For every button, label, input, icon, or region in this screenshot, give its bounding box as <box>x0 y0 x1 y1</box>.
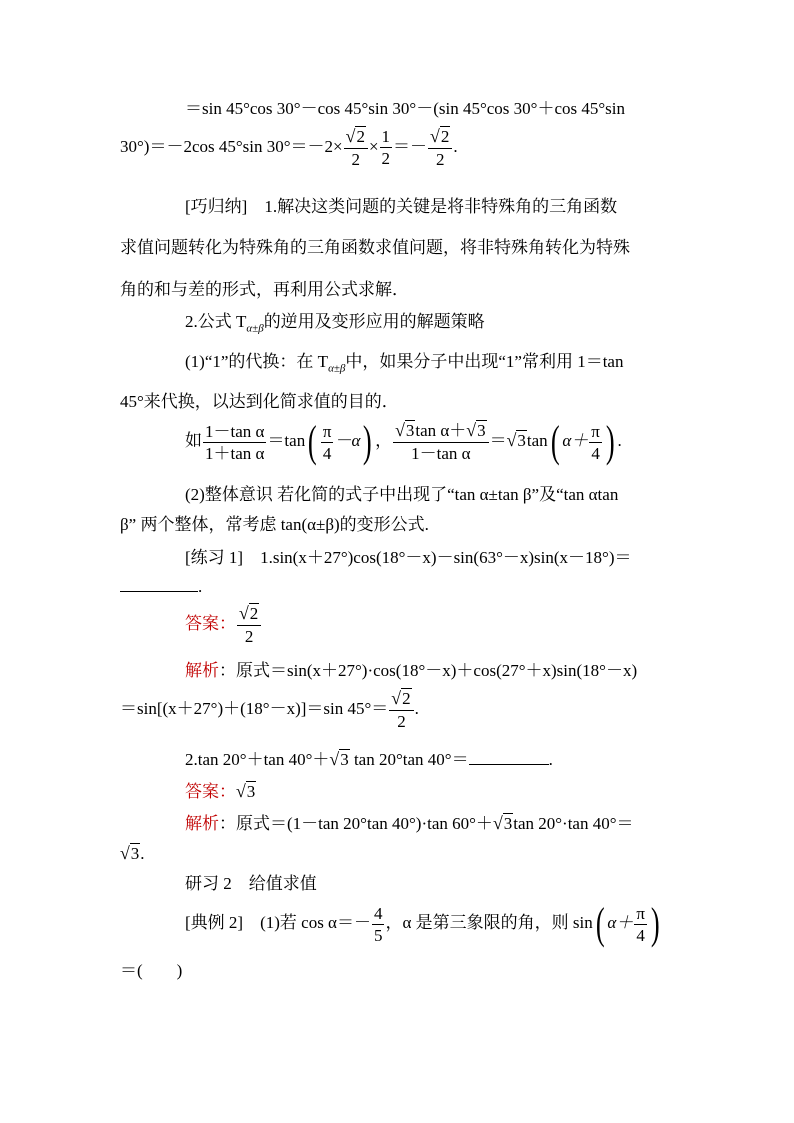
equals-minus: ＝－ <box>393 136 428 156</box>
example-2-question: [典例 2] (1)若 cos α＝－ $\frac{4}{5}$ ，α 是第三象限的角，则 sin( α＋ $\frac{\pi}{4}$ ) <box>185 899 660 948</box>
exercise-1-analysis-line-2: ＝sin[(x＋27°)＋(18°－x)]＝sin 45°＝ $\frac{√2}{2}$ . <box>120 688 419 731</box>
solution-text: 30°)＝－2cos 45°sin 30°＝－2× <box>120 136 343 156</box>
answer-label: 答案： <box>185 613 236 633</box>
fraction-sqrt3-tan-over-one-minus-tan: $\frac{\text{√3tan α＋√3}}{\text{1－tan α}}$ <box>393 422 489 462</box>
solution-line-1: ＝sin 45°cos 30°－cos 45°sin 30°－(sin 45°cos 30°＋cos 45°sin <box>185 99 625 118</box>
example-formula-line: 如 $\frac{\text{1－tan α}}{\text{1＋tan α}}$ ＝tan( $\frac{\pi}{4}$ －α) ， $\frac{\text{√3tan α＋√3}}{\text{1－tan α}}$ ＝√3tan( α＋ $\frac{\pi}{4}$ ) . <box>185 417 622 466</box>
summary-line-2: 求值问题转化为特殊角的三角函数求值问题，将非特殊角转化为特殊 <box>120 238 630 257</box>
exercise-2-analysis-line-2: √3. <box>120 843 145 863</box>
solution-line-2: 30°)＝－2cos 45°sin 30°＝－2× $\frac{√2}{2}$ × $\frac{1}{2}$ ＝－ $\frac{√2}{2}$ . <box>120 126 458 169</box>
whole-consciousness-line-2: β” 两个整体，常考虑 tan(α±β)的变形公式. <box>120 515 429 534</box>
substitution-line-2: 45°来代换，以达到化简求值的目的． <box>120 392 399 411</box>
substitution-line-1: (1)“1”的代换：在 $T_{\alpha\pm\beta}$中，如果分子中出现“1”常利用 1＝tan <box>185 352 624 375</box>
fraction-sqrt2-over-2: $\frac{√2}{2}$ <box>344 128 368 168</box>
times-sign: × <box>368 136 379 156</box>
fraction-pi-over-4: $\frac{\pi}{4}$ <box>322 421 332 463</box>
strategy-heading: 2.公式 $T_{\alpha\pm\beta}$的逆用及变形应用的解题策略 <box>185 312 485 335</box>
section-heading-study-2: 研习 2 给值求值 <box>185 874 317 893</box>
fraction-1-over-2: $\frac{1}{2}$ <box>381 127 391 169</box>
fraction-sqrt2-over-2-analysis: $\frac{√2}{2}$ <box>389 690 413 730</box>
whole-consciousness-line-1: (2)整体意识 若化简的式子中出现了“tan α±tan β”及“tan αtan <box>185 485 619 504</box>
analysis-label: 解析 <box>185 661 219 680</box>
summary-line-3: 角的和与差的形式，再利用公式求解． <box>120 280 409 299</box>
example-2-choice-line: ＝( ) <box>120 961 183 980</box>
fraction-one-minus-tan-over-one-plus-tan: $\frac{\text{1－tan α}}{\text{1＋tan α}}$ <box>205 421 265 463</box>
exercise-2-question: 2.tan 20°＋tan 40°＋√3 tan 20°tan 40°＝ . <box>185 749 553 769</box>
answer-blank[interactable] <box>120 579 198 592</box>
exercise-2-analysis: 解析：原式＝(1－tan 20°tan 40°)·tan 60°＋√3tan 20°·tan 40°＝ <box>185 813 634 833</box>
fraction-4-over-5: $\frac{4}{5}$ <box>373 903 383 945</box>
answer-sqrt2-over-2: $\frac{√2}{2}$ <box>237 605 261 645</box>
fraction-pi-over-4-c: $\frac{\pi}{4}$ <box>636 903 645 945</box>
fraction-sqrt2-over-2-result: $\frac{√2}{2}$ <box>428 128 452 168</box>
exercise-2-answer: 答案：√3 <box>185 781 256 801</box>
summary-line-1: [巧归纳] 1.解决这类问题的关键是将非特殊角的三角函数 <box>185 197 618 216</box>
exercise-1-question: [练习 1] 1.sin(x＋27°)cos(18°－x)－sin(63°－x)sin(x－18°)＝ <box>185 548 632 567</box>
fraction-pi-over-4-b: $\frac{\pi}{4}$ <box>591 421 600 463</box>
exercise-1-answer <box>185 605 262 645</box>
exercise-1-analysis: 解析：原式＝sin(x＋27°)·cos(18°－x)＋cos(27°＋x)sin(18°－x) <box>185 661 638 680</box>
answer-blank-2[interactable] <box>469 752 549 765</box>
exercise-1-blank-line: . <box>120 578 202 595</box>
